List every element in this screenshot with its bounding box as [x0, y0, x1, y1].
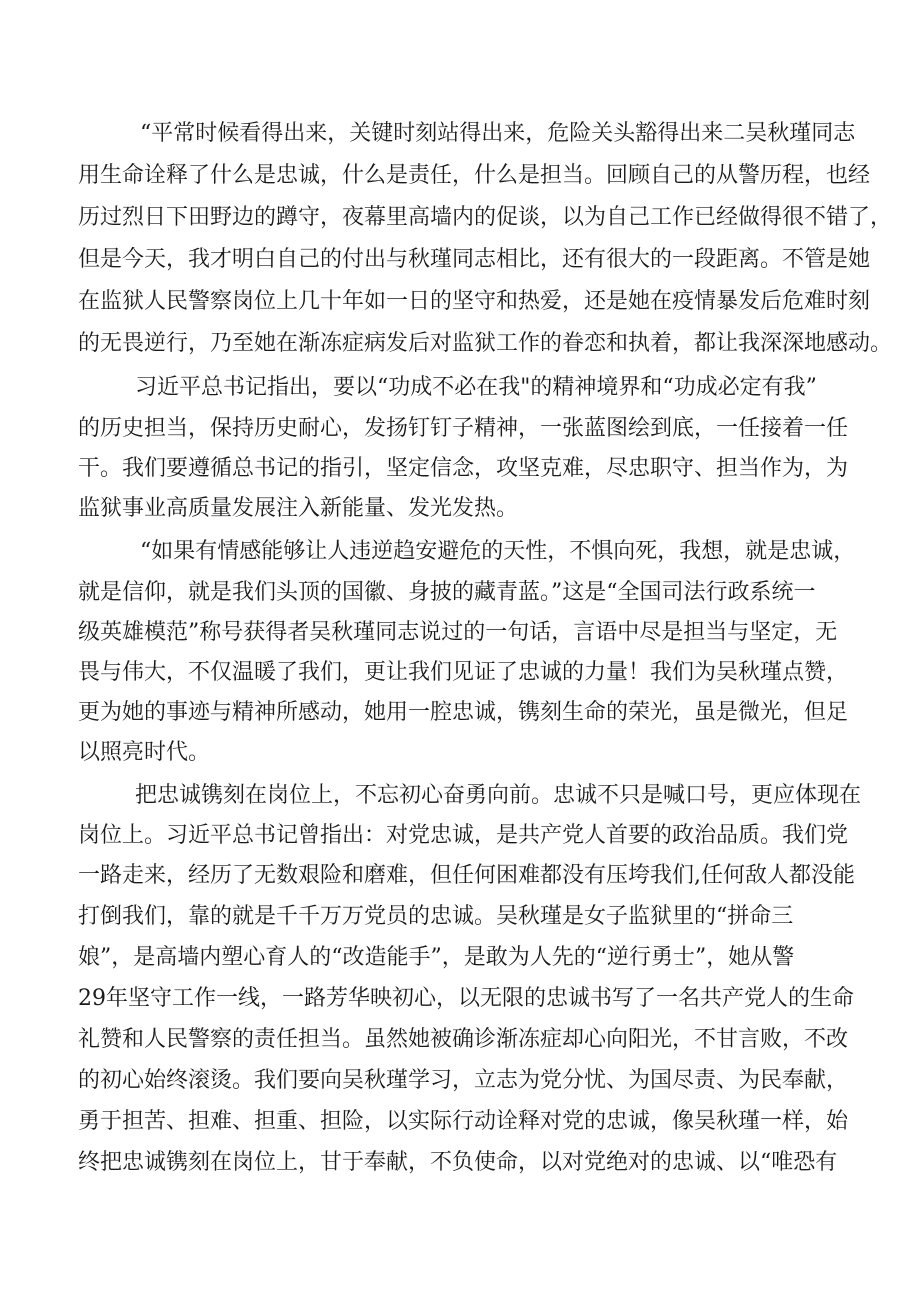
paragraph-4-line-4: 打倒我们，靠的就是千千万万党员的忠诚。吴秋瑾是女子监狱里的“拼命三: [78, 904, 794, 929]
paragraph-1-line-5: 在监狱人民警察岗位上几十年如一日的坚守和热爱，还是她在疫情暴发后危难时刻: [78, 289, 871, 314]
paragraph-4-line-8: 的初心始终滚烫。我们要向吴秋瑾学习，立志为党分忧、为国尽责、为民奉献，: [78, 1068, 849, 1093]
paragraph-4-line-6: 29年坚守工作一线，一路芳华映初心，以无限的忠诚书写了一名共产党人的生命: [78, 986, 854, 1011]
paragraph-1-line-6: 的无畏逆行，乃至她在渐冻症病发后对监狱工作的眷恋和执着，都让我深深地感动。: [78, 331, 893, 356]
paragraph-4-line-5: 娘”，是高墙内塑心育人的“改造能手”，是敢为人先的“逆行勇士”，她从警: [78, 945, 795, 970]
paragraph-2-line-1: 习近平总书记指出，要以“功成不必在我"的精神境界和“功成必定有我”: [135, 375, 817, 400]
paragraph-4-line-10: 终把忠诚镌刻在岗位上，甘于奉献，不负使命，以对党绝对的忠诚、以“唯恐有: [78, 1150, 838, 1175]
paragraph-4-line-1: 把忠诚镌刻在岗位上，不忘初心奋勇向前。忠诚不只是喊口号，更应体现在: [135, 783, 862, 808]
paragraph-2-line-2: 的历史担当，保持历史耐心，发扬钉钉子精神，一张蓝图绘到底，一任接着一任: [78, 416, 849, 441]
paragraph-2-line-3: 干。我们要遵循总书记的指引，坚定信念，攻坚克难，尽忠职守、担当作为，为: [78, 456, 849, 481]
paragraph-3-line-3: 级英雄模范”称号获得者吴秋瑾同志说过的一句话，言语中尽是担当与坚定，无: [78, 620, 838, 645]
paragraph-3-line-5: 更为她的事迹与精神所感动，她用一腔忠诚，镌刻生命的荣光，虽是微光，但足: [78, 700, 849, 725]
paragraph-1-line-2: 用生命诠释了什么是忠诚，什么是责任，什么是担当。回顾自己的从警历程，也经: [78, 163, 871, 188]
paragraph-4-line-7: 礼赞和人民警察的责任担当。虽然她被确诊渐冻症却心向阳光，不甘言败，不改: [78, 1027, 849, 1052]
paragraph-3-line-1: “如果有情感能够让人违逆趋安避危的天性，不惧向死，我想，就是忠诚，: [140, 539, 856, 564]
paragraph-4-line-9: 勇于担苦、担难、担重、担险，以实际行动诠释对党的忠诚，像吴秋瑾一样，始: [78, 1109, 849, 1134]
paragraph-3-line-2: 就是信仰，就是我们头顶的国徽、身披的藏青蓝。”这是“全国司法行政系统一: [78, 580, 816, 605]
paragraph-1-line-1: “平常时候看得出来，关键时刻站得出来，危险关头豁得出来二吴秋瑾同志: [140, 121, 856, 146]
paragraph-4-line-2: 岗位上。习近平总书记曾指出：对党忠诚，是共产党人首要的政治品质。我们党: [78, 823, 849, 848]
paragraph-3-line-4: 畏与伟大，不仅温暖了我们，更让我们见证了忠诚的力量！我们为吴秋瑾点赞，: [78, 660, 849, 685]
paragraph-1-line-3: 历过烈日下田野边的蹲守，夜幕里高墙内的促谈，以为自己工作已经做得很不错了，: [78, 205, 893, 230]
paragraph-4-line-3: 一路走来，经历了无数艰险和磨难，但任何困难都没有压垮我们,任何敌人都没能: [78, 863, 855, 888]
paragraph-3-line-6: 以照亮时代。: [78, 740, 211, 765]
paragraph-2-line-4: 监狱事业高质量发展注入新能量、发光发热。: [78, 496, 519, 521]
paragraph-1-line-4: 但是今天，我才明白自己的付出与秋瑾同志相比，还有很大的一段距离。不管是她: [78, 247, 871, 272]
